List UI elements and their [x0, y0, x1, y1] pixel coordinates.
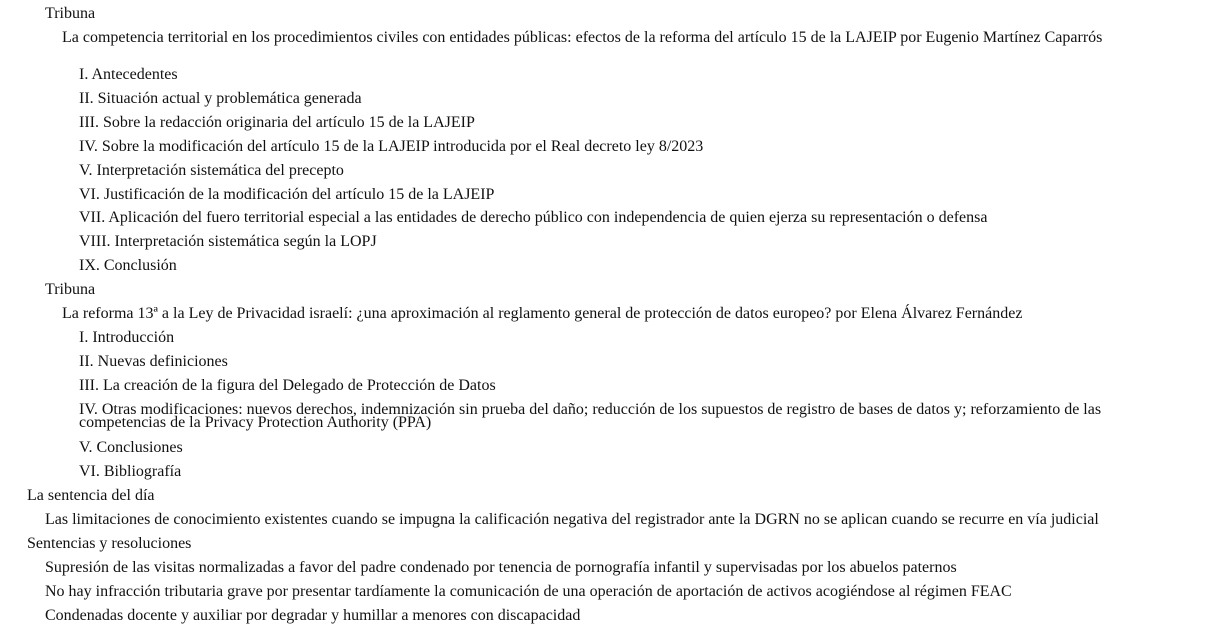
subsection-link[interactable]: VII. Aplicación del fuero territorial especial a las entidades de derecho público con independencia de quien ejerza su representación o defensa — [79, 209, 988, 226]
subsection-link[interactable]: VI. Bibliografía — [79, 463, 182, 480]
article-link[interactable]: No hay infracción tributaria grave por presentar tardíamente la comunicación de una operación de aportación de activos acogiéndose al régimen FEAC — [45, 583, 1012, 600]
section-heading-sentencias-y-resoluciones[interactable]: Sentencias y resoluciones — [27, 535, 192, 552]
subsection-link[interactable]: I. Introducción — [79, 329, 175, 346]
section-heading-tribuna[interactable]: Tribuna — [45, 281, 96, 298]
subsection-link[interactable]: III. La creación de la figura del Delegado de Protección de Datos — [79, 377, 496, 394]
subsection-link[interactable]: VIII. Interpretación sistemática según la LOPJ — [79, 233, 377, 250]
article-link[interactable]: Condenadas docente y auxiliar por degradar y humillar a menores con discapacidad — [45, 607, 581, 624]
article-link[interactable]: La competencia territorial en los procedimientos civiles con entidades públicas: efectos de la reforma del artículo 15 de la LAJEIP por Eugenio Martínez Caparrós — [62, 29, 1103, 46]
article-link[interactable]: Las limitaciones de conocimiento existentes cuando se impugna la calificación negativa del registrador ante la DGRN no se aplican cuando se recurre en vía judicial — [45, 511, 1099, 528]
subsection-link[interactable]: III. Sobre la redacción originaria del artículo 15 de la LAJEIP — [79, 114, 475, 131]
subsection-link[interactable]: IV. Sobre la modificación del artículo 15 de la LAJEIP introducida por el Real decreto ley 8/2023 — [79, 138, 704, 155]
subsection-link[interactable]: IX. Conclusión — [79, 257, 177, 274]
subsection-link[interactable]: V. Conclusiones — [79, 439, 183, 456]
section-heading-tribuna[interactable]: Tribuna — [45, 5, 96, 22]
article-link[interactable]: Supresión de las visitas normalizadas a favor del padre condenado por tenencia de pornografía infantil y supervisadas por los abuelos paternos — [45, 559, 957, 576]
subsection-link[interactable]: I. Antecedentes — [79, 66, 178, 83]
subsection-link[interactable]: II. Situación actual y problemática generada — [79, 90, 362, 107]
subsection-link[interactable]: IV. Otras modificaciones: nuevos derechos, indemnización sin prueba del daño; reducción de los supuestos de registro de bases de datos y; reforzamiento de las competencias de la Privacy Protection Authority (PPA) — [79, 401, 1102, 431]
subsection-link[interactable]: V. Interpretación sistemática del precepto — [79, 162, 344, 179]
subsection-link[interactable]: II. Nuevas definiciones — [79, 353, 228, 370]
subsection-link[interactable]: VI. Justificación de la modificación del artículo 15 de la LAJEIP — [79, 186, 495, 203]
article-link[interactable]: La reforma 13ª a la Ley de Privacidad israelí: ¿una aproximación al reglamento general de protección de datos europeo? por Elena Álvarez Fernández — [62, 305, 1023, 322]
section-heading-sentencia-del-dia[interactable]: La sentencia del día — [27, 487, 155, 504]
